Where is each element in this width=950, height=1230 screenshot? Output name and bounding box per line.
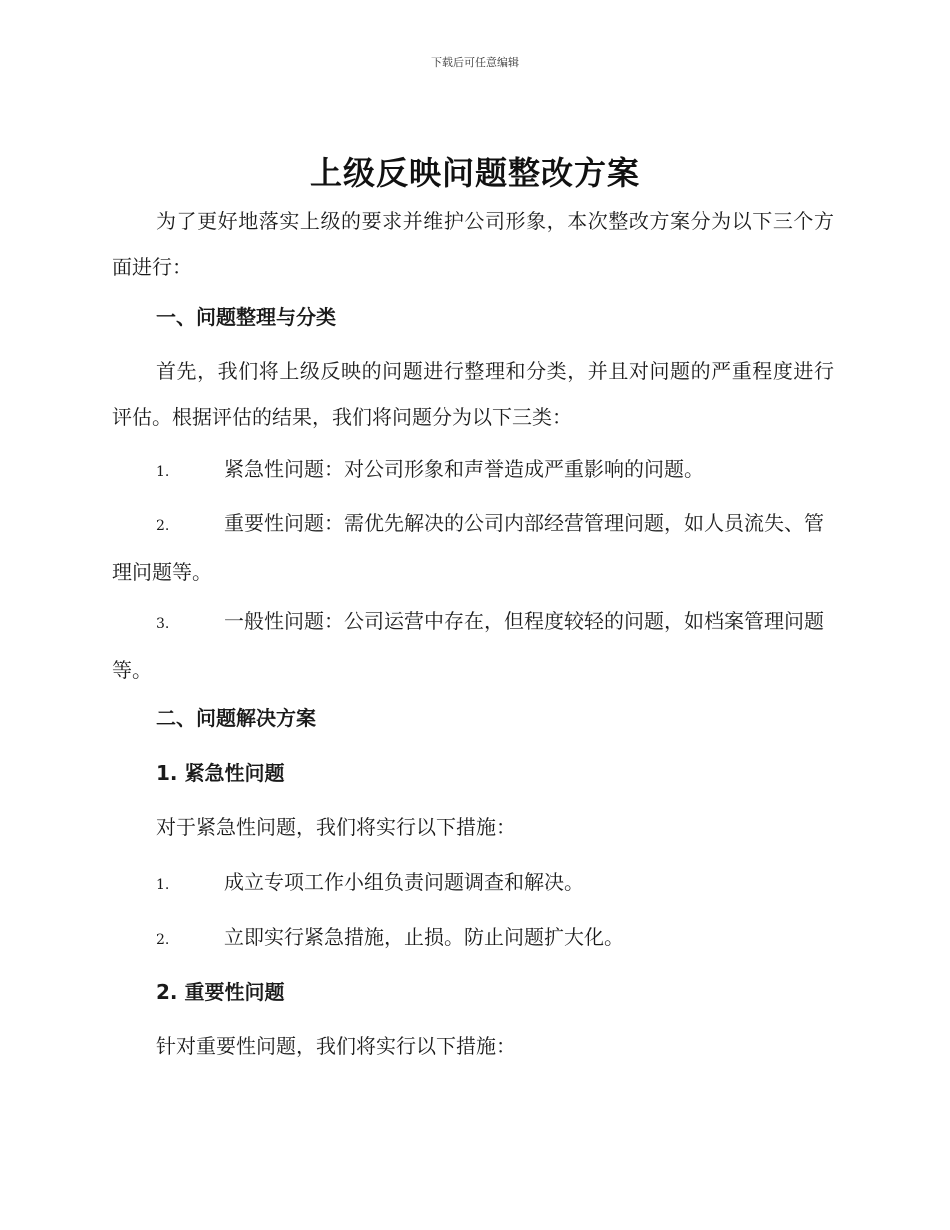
page-header-note: 下载后可任意编辑 — [431, 56, 519, 69]
list-number: 3. — [156, 616, 170, 632]
section2-sub2-heading: 2. 重要性问题 — [156, 980, 285, 1004]
section2-sub1-heading: 1. 紧急性问题 — [156, 761, 285, 785]
list-number: 2. — [156, 932, 170, 948]
list-number: 2. — [156, 518, 170, 534]
list-text: 紧急性问题：对公司形象和声誉造成严重影响的问题。 — [224, 457, 704, 481]
list-text: 一般性问题：公司运营中存在，但程度较轻的问题，如档案管理问题等。 — [112, 609, 824, 682]
section1-heading: 一、问题整理与分类 — [156, 305, 336, 329]
list-item — [112, 914, 834, 963]
list-number: 1. — [156, 464, 170, 480]
list-item — [112, 500, 834, 595]
section2-sub1-paragraph: 对于紧急性问题，我们将实行以下措施： — [156, 815, 516, 839]
list-text: 重要性问题：需优先解决的公司内部经营管理问题，如人员流失、管理问题等。 — [112, 511, 824, 584]
list-text: 立即实行紧急措施，止损。防止问题扩大化。 — [224, 925, 624, 949]
list-number: 1. — [156, 877, 170, 893]
section2-sub2-paragraph: 针对重要性问题，我们将实行以下措施： — [156, 1034, 516, 1058]
section2-heading: 二、问题解决方案 — [156, 706, 316, 730]
intro-paragraph: 为了更好地落实上级的要求并维护公司形象，本次整改方案分为以下三个方面进行： — [112, 209, 834, 279]
document-title: 上级反映问题整改方案 — [309, 154, 640, 192]
list-item — [112, 598, 834, 693]
section1-paragraph: 首先，我们将上级反映的问题进行整理和分类，并且对问题的严重程度进行评估。根据评估的结果，我们将问题分为以下三类： — [112, 359, 834, 429]
list-item — [112, 446, 834, 495]
list-text: 成立专项工作小组负责问题调查和解决。 — [224, 870, 584, 894]
list-item — [112, 859, 834, 908]
